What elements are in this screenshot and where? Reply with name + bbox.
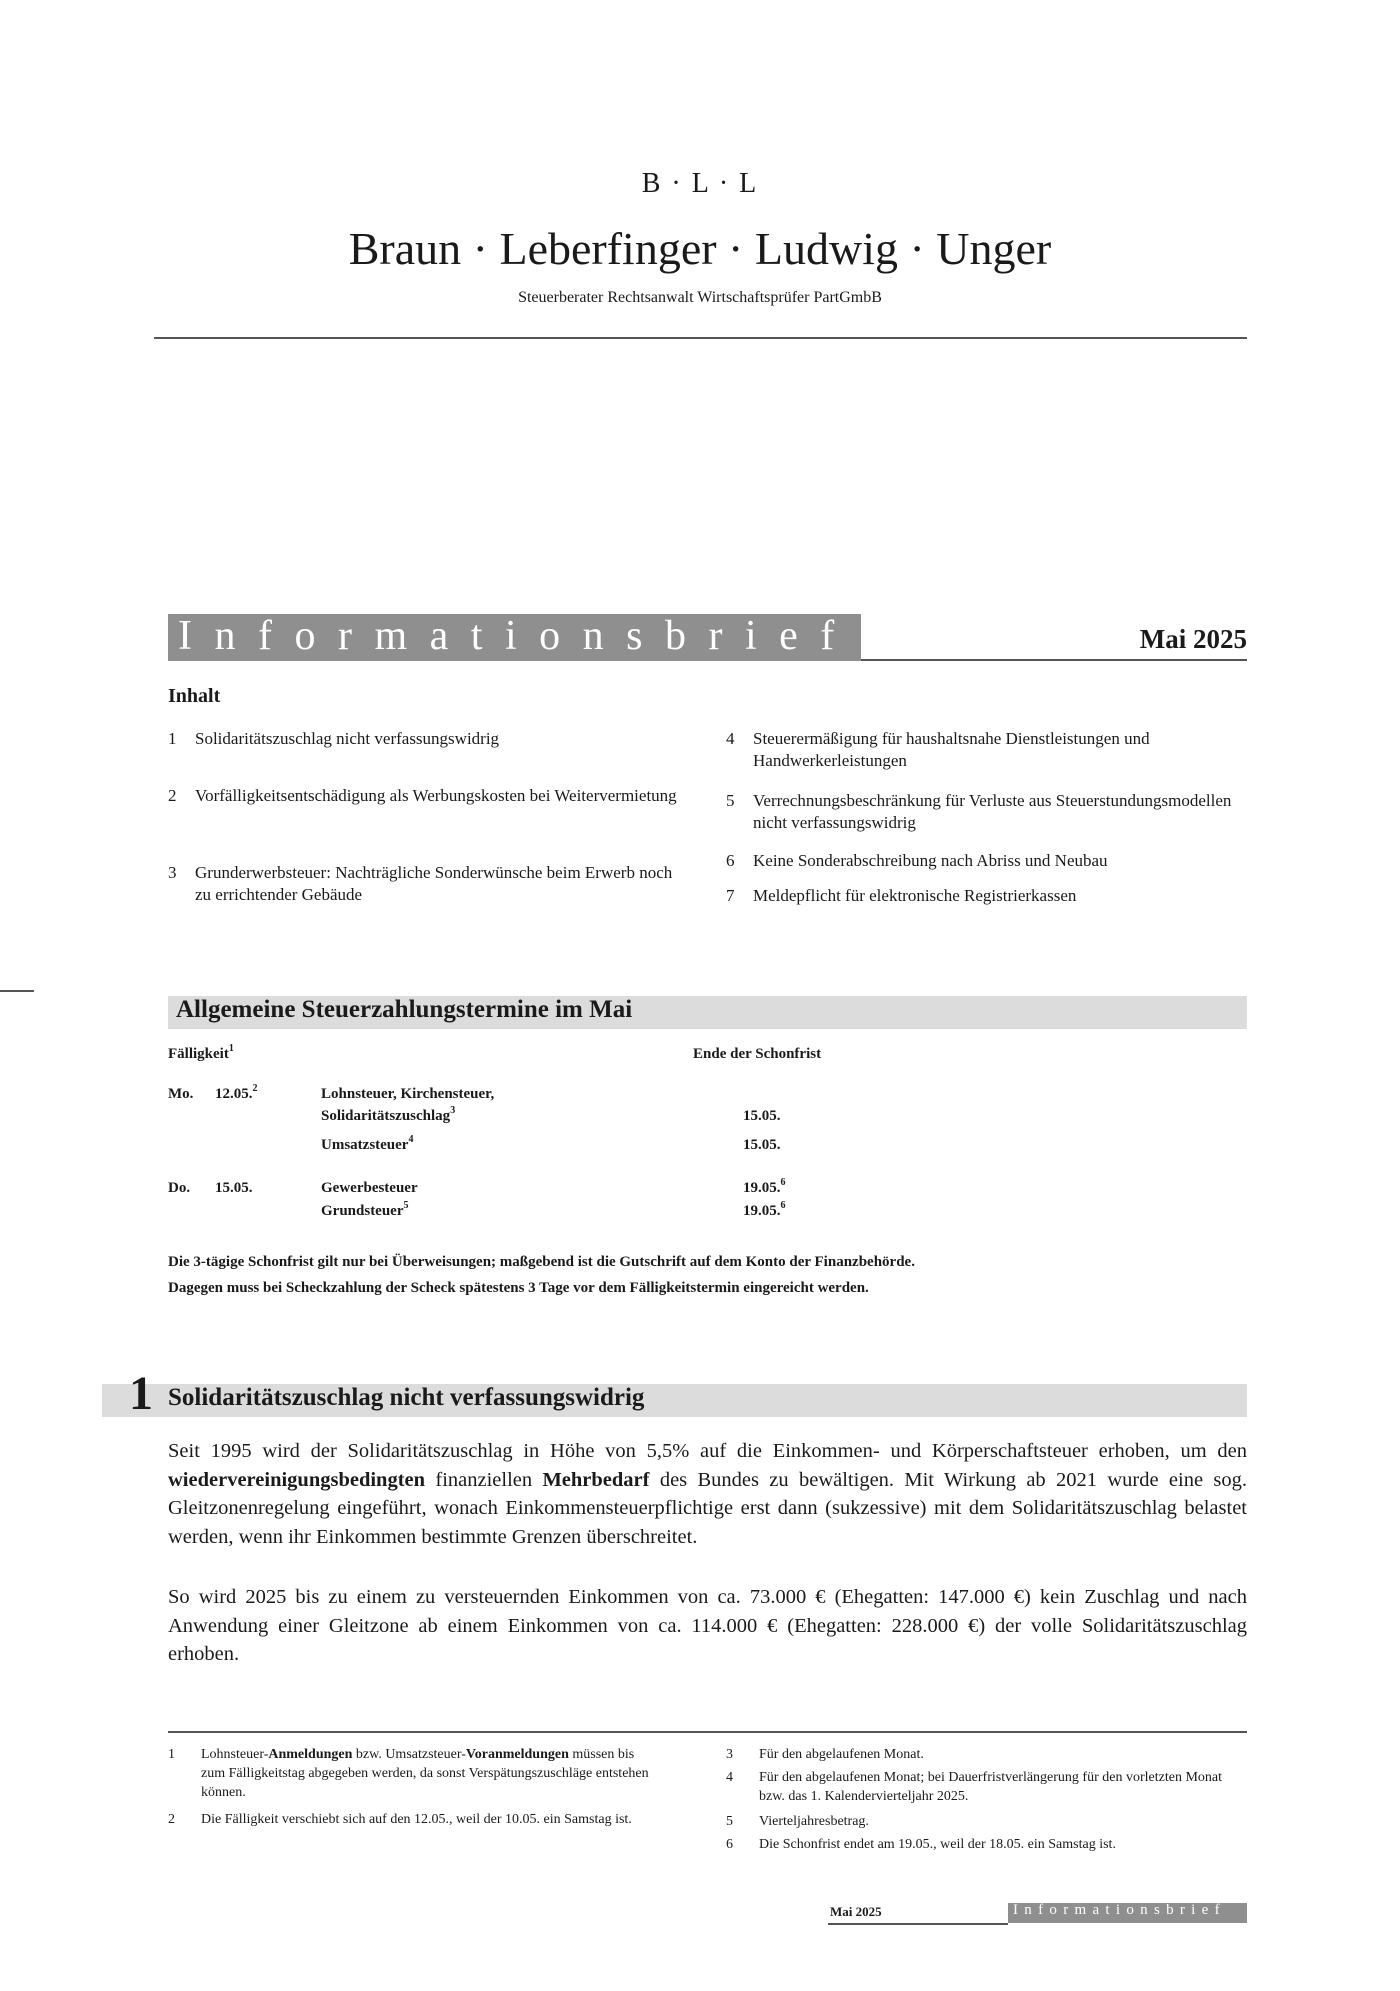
- body-paragraph: So wird 2025 bis zu einem zu versteuernden Einkommen von ca. 73.000 € (Ehegatten: 147.000 €) kein Zuschlag und nach Anwendung einer Gleitzone ab einem Einkommen von ca. 114.000 € (Ehegatten: 228.000 €) der volle Solidaritätszuschlag erhoben.: [168, 1586, 1247, 1665]
- toc-item-label: Meldepflicht für elektronische Registrierkassen: [753, 886, 1077, 905]
- footer-label: Informationsbrief: [1013, 1902, 1226, 1918]
- due-day: Mo.: [168, 1086, 194, 1102]
- footnote-ref: 6: [780, 1200, 786, 1211]
- footnote-number: 2: [168, 1812, 175, 1827]
- end-date: 15.05.: [743, 1108, 781, 1124]
- end-date: 19.05.$^6$: [743, 1177, 786, 1196]
- tax-type: Lohnsteuer, Kirchensteuer,: [321, 1086, 495, 1102]
- header-divider: [154, 337, 1247, 339]
- end-date: 19.05.$^6$: [743, 1200, 786, 1219]
- footnote-number: 3: [726, 1747, 733, 1762]
- tax-type: Umsatzsteuer$^4$: [321, 1134, 414, 1153]
- footnote-ref: 2: [252, 1083, 258, 1094]
- toc-item-label: Steuerermäßigung für haushaltsnahe Dienstleistungen und Handwerkerleistungen: [753, 729, 1150, 770]
- toc-item-number: 1: [168, 729, 177, 748]
- footnote-number: 6: [726, 1837, 733, 1852]
- footnote-ref: 5: [403, 1200, 409, 1211]
- margin-fold-mark: [0, 990, 34, 992]
- footnote-ref: 6: [780, 1177, 786, 1188]
- footnote-text: Die Fälligkeit verschiebt sich auf den 12.05., weil der 10.05. ein Samstag ist.: [201, 1812, 632, 1827]
- due-date: 15.05.: [215, 1180, 253, 1196]
- due-date: 12.05.$^2$: [215, 1083, 258, 1102]
- tax-type: Solidaritätszuschlag$^3$: [321, 1105, 456, 1124]
- footnote-text: Die Schonfrist endet am 19.05., weil der 18.05. ein Samstag ist.: [759, 1837, 1116, 1852]
- toc-item-label: Grunderwerbsteuer: Nachträgliche Sonderwünsche beim Erwerb noch zu errichtender Gebäude: [195, 863, 673, 904]
- footnote-divider: [168, 1731, 1247, 1733]
- banner-divider: [861, 659, 1247, 661]
- toc-item-label: Verrechnungsbeschränkung für Verluste aus Steuerstundungsmodellen nicht verfassungswidrig: [753, 791, 1232, 832]
- column-header-due: Fälligkeit$^1$: [168, 1043, 234, 1062]
- end-date: 15.05.: [743, 1137, 781, 1153]
- toc-item-label: Vorfälligkeitsentschädigung als Werbungskosten bei Weitervermietung: [195, 786, 677, 805]
- emphasis: Mehrbedarf: [542, 1468, 650, 1491]
- section-title: Solidaritätszuschlag nicht verfassungswidrig: [168, 1384, 645, 1411]
- footnote-number: 5: [726, 1814, 733, 1829]
- termine-heading: Allgemeine Steuerzahlungstermine im Mai: [176, 996, 633, 1023]
- footnote-ref: 4: [408, 1134, 414, 1145]
- firm-initials: B · L · L: [641, 168, 759, 199]
- body-paragraph: Seit 1995 wird der Solidaritätszuschlag in Höhe von 5,5% auf die Einkommen- und Körperschaftsteuer erhoben, um den wiedervereinigungsbedingten finanziellen Mehrbedarf des Bundes zu bewältigen. Mit Wirkung ab 2021 wurde eine sog. Gleitzonenregelung eingeführt, wonach Einkommensteuerpflichtige erst dann (sukzessive) mit dem Solidaritätszuschlag belastet werden, wenn ihr Einkommen bestimmte Grenzen überschreitet.: [168, 1440, 1247, 1548]
- footnote-number: 4: [726, 1770, 733, 1785]
- footer-divider: [828, 1923, 1008, 1925]
- section-number: 1: [129, 1367, 153, 1420]
- toc-item-number: 7: [726, 886, 735, 905]
- footnote-text: Lohnsteuer-Anmeldungen bzw. Umsatzsteuer-Voranmeldungen müssen bis zum Fälligkeitstag abgegeben werden, da sonst Verspätungszuschläge entstehen können.: [201, 1747, 649, 1800]
- toc-item-number: 6: [726, 851, 735, 870]
- toc-item-label: Keine Sonderabschreibung nach Abriss und Neubau: [753, 851, 1108, 870]
- emphasis: wiedervereinigungsbedingten: [168, 1468, 426, 1491]
- note-line: Die 3-tägige Schonfrist gilt nur bei Überweisungen; maßgebend ist die Gutschrift auf dem Konto der Finanzbehörde.: [168, 1254, 915, 1270]
- tax-type: Gewerbesteuer: [321, 1180, 418, 1196]
- footnote-text: Für den abgelaufenen Monat; bei Dauerfristverlängerung für den vorletzten Monat bzw. das 1. Kalendervierteljahr 2025.: [759, 1770, 1222, 1804]
- toc-item-number: 5: [726, 791, 735, 810]
- toc-item-number: 4: [726, 729, 735, 748]
- schonfrist-note: [168, 1249, 1258, 1301]
- firm-subtitle: Steuerberater Rechtsanwalt Wirtschaftsprüfer PartGmbB: [518, 289, 882, 306]
- toc-title: Inhalt: [168, 685, 221, 707]
- toc-item-number: 3: [168, 863, 177, 882]
- footnote-text: Vierteljahresbetrag.: [759, 1814, 869, 1829]
- footer-date: Mai 2025: [830, 1904, 882, 1919]
- due-day: Do.: [168, 1180, 191, 1196]
- tax-type: Grundsteuer$^5$: [321, 1200, 409, 1219]
- footnote-text: Für den abgelaufenen Monat.: [759, 1747, 924, 1762]
- firm-name: Braun · Leberfinger · Ludwig · Unger: [348, 223, 1052, 274]
- column-header-end: Ende der Schonfrist: [693, 1046, 822, 1062]
- issue-date: Mai 2025: [1139, 624, 1247, 654]
- footnote-ref: 1: [228, 1043, 234, 1054]
- toc-item-label: Solidaritätszuschlag nicht verfassungswidrig: [195, 729, 500, 748]
- footnote-number: 1: [168, 1747, 175, 1762]
- toc-item-number: 2: [168, 786, 177, 805]
- note-line: Dagegen muss bei Scheckzahlung der Scheck spätestens 3 Tage vor dem Fälligkeitstermin eingereicht werden.: [168, 1280, 869, 1296]
- banner-title: Informationsbrief: [178, 613, 857, 659]
- footnote-ref: 3: [450, 1105, 456, 1116]
